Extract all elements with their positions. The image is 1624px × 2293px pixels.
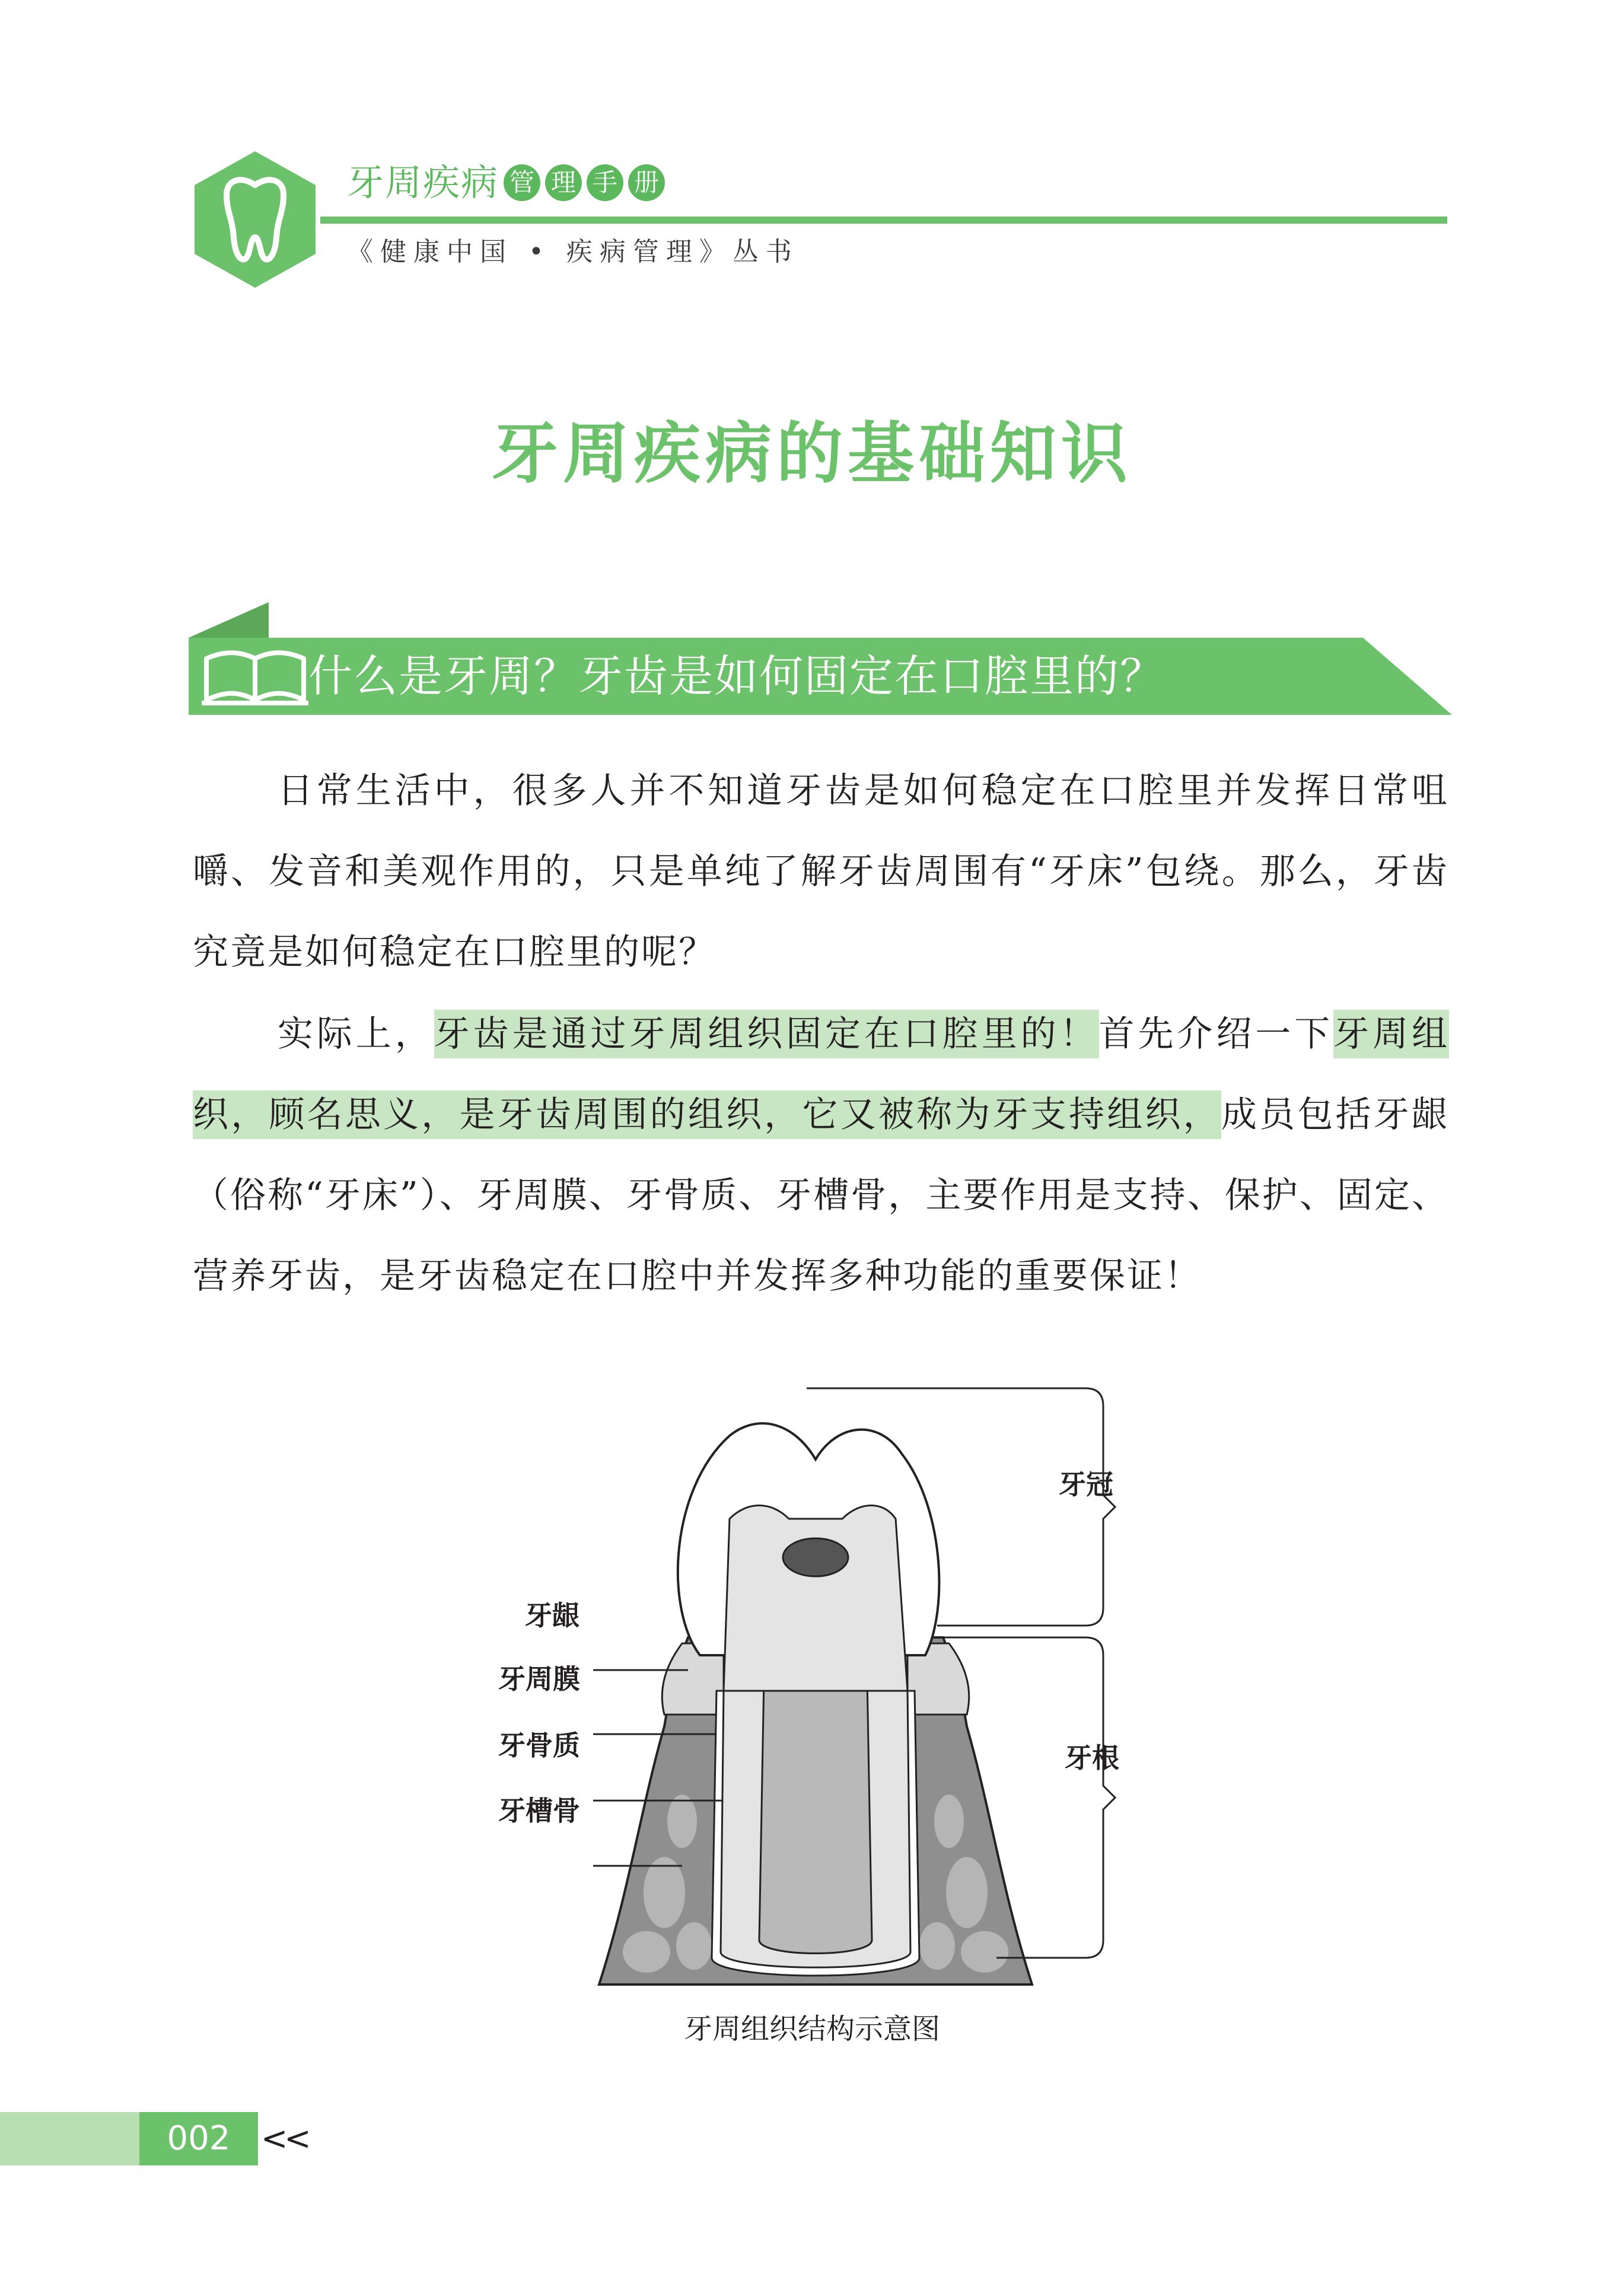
label-gingiva: 牙龈 [525, 1599, 579, 1632]
figure-caption: 牙周组织结构示意图 [683, 2012, 940, 2046]
footer-bar [0, 2112, 139, 2165]
series-title-char: 管 [504, 164, 540, 201]
label-cementum: 牙骨质 [498, 1729, 580, 1761]
label-crown: 牙冠 [1059, 1468, 1113, 1500]
series-title-char: 册 [628, 164, 665, 201]
double-chevron-left-icon: << [261, 2120, 308, 2157]
paragraph-2-lead: 实际上， [276, 1013, 434, 1055]
chapter-title: 牙周疾病的基础知识 [492, 415, 1132, 492]
paragraph-1-text: 日常生活中，很多人并不知道牙齿是如何稳定在口腔里并发挥日常咀嚼、发音和美观作用的，只是单纯了解牙齿周围有“牙床”包绕。那么，牙齿究竟是如何稳定在口腔里的呢？ [193, 770, 1449, 973]
series-subtitle: 《健康中国 • 疾病管理》丛书 [347, 237, 799, 267]
tooth-hexagon-icon [190, 148, 320, 291]
periodontal-diagram [486, 1359, 1139, 1999]
paragraph-2-tail: 成员包括牙龈（俗称“牙床”）、牙周膜、牙骨质、牙槽骨，主要作用是支持、保护、固定、营养牙齿，是牙齿稳定在口腔中并发挥多种功能的重要保证！ [193, 1094, 1449, 1297]
label-root: 牙根 [1065, 1742, 1119, 1774]
header-rule [320, 217, 1447, 224]
series-title-main: 牙周疾病 [347, 161, 499, 204]
series-title [347, 159, 665, 206]
paragraph-1 [193, 750, 1449, 993]
label-periodontal-ligament: 牙周膜 [498, 1663, 580, 1695]
paragraph-2-mid: 首先介绍一下 [1098, 1013, 1334, 1055]
highlight-2: 牙周组织，顾名思义，是牙齿周围的组织，它又被称为牙支持组织， [193, 1010, 1449, 1139]
series-title-char: 手 [587, 164, 623, 201]
label-alveolar-bone: 牙槽骨 [498, 1795, 580, 1827]
series-title-char: 理 [545, 164, 582, 201]
paragraph-2 [193, 994, 1449, 1316]
highlight-1: 牙齿是通过牙周组织固定在口腔里的！ [434, 1010, 1099, 1058]
page-number: 002 [139, 2112, 258, 2165]
section-title: 什么是牙周？牙齿是如何固定在口腔里的？ [308, 651, 1165, 702]
